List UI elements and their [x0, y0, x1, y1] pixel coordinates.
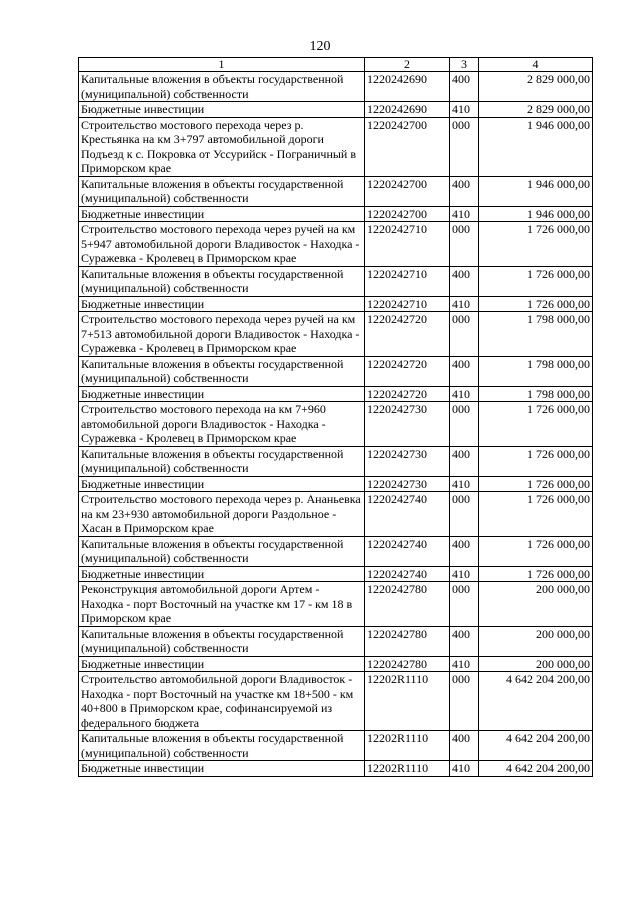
header-col-4: 4: [479, 58, 593, 72]
table-row: [79, 446, 593, 476]
table-row: [79, 266, 593, 296]
row-code-cell: 12202R1110: [365, 731, 450, 761]
row-amount-cell: 1 726 000,00: [479, 566, 593, 582]
table-row: [79, 656, 593, 672]
row-code-cell: 1220242780: [365, 626, 450, 656]
row-code-cell: 1220242700: [365, 176, 450, 206]
table-row: [79, 582, 593, 627]
row-amount-cell: 4 642 204 200,00: [479, 761, 593, 777]
row-vr-cell: 410: [450, 206, 479, 222]
row-amount-cell: 4 642 204 200,00: [479, 731, 593, 761]
row-name-cell: Строительство мостового перехода на км 7+960 автомобильной дороги Владивосток - Находка - Суражевка - Кролевец в Приморском крае: [79, 402, 365, 447]
row-amount-cell: 1 946 000,00: [479, 206, 593, 222]
row-vr-cell: 000: [450, 402, 479, 447]
table-row: [79, 761, 593, 777]
table-row: [79, 386, 593, 402]
row-vr-cell: 000: [450, 312, 479, 357]
row-code-cell: 1220242710: [365, 296, 450, 312]
row-code-cell: 1220242730: [365, 476, 450, 492]
row-vr-cell: 400: [450, 72, 479, 102]
header-col-1: 1: [79, 58, 365, 72]
row-amount-cell: 1 726 000,00: [479, 446, 593, 476]
table-row: [79, 626, 593, 656]
row-name-cell: Бюджетные инвестиции: [79, 206, 365, 222]
row-amount-cell: 1 726 000,00: [479, 492, 593, 537]
row-code-cell: 1220242740: [365, 492, 450, 537]
header-col-2: 2: [365, 58, 450, 72]
row-amount-cell: 200 000,00: [479, 626, 593, 656]
row-name-cell: Бюджетные инвестиции: [79, 102, 365, 118]
row-amount-cell: 1 798 000,00: [479, 312, 593, 357]
row-vr-cell: 400: [450, 536, 479, 566]
row-amount-cell: 1 946 000,00: [479, 117, 593, 176]
row-code-cell: 1220242710: [365, 266, 450, 296]
row-amount-cell: 2 829 000,00: [479, 102, 593, 118]
table-row: [79, 102, 593, 118]
row-name-cell: Строительство мостового перехода через ручей на км 7+513 автомобильной дороги Владивосток - Находка - Суражевка - Кролевец в Приморском крае: [79, 312, 365, 357]
row-name-cell: Капитальные вложения в объекты государственной (муниципальной) собственности: [79, 446, 365, 476]
row-code-cell: 1220242690: [365, 72, 450, 102]
row-amount-cell: 1 946 000,00: [479, 176, 593, 206]
row-name-cell: Реконструкция автомобильной дороги Артем - Находка - порт Восточный на участке км 17 - км 18 в Приморском крае: [79, 582, 365, 627]
row-code-cell: 1220242720: [365, 312, 450, 357]
table-row: [79, 222, 593, 267]
table-row: [79, 206, 593, 222]
row-code-cell: 1220242730: [365, 446, 450, 476]
row-vr-cell: 400: [450, 356, 479, 386]
row-code-cell: 1220242730: [365, 402, 450, 447]
row-name-cell: Строительство автомобильной дороги Владивосток - Находка - порт Восточный на участке км 18+500 - км 40+800 в Приморском крае, софинансируемой из федерального бюджета: [79, 672, 365, 731]
row-code-cell: 1220242700: [365, 206, 450, 222]
row-amount-cell: 1 726 000,00: [479, 266, 593, 296]
table-body: [79, 72, 593, 777]
row-name-cell: Бюджетные инвестиции: [79, 296, 365, 312]
row-vr-cell: 400: [450, 266, 479, 296]
row-name-cell: Бюджетные инвестиции: [79, 386, 365, 402]
table-row: [79, 356, 593, 386]
row-vr-cell: 000: [450, 117, 479, 176]
row-code-cell: 1220242780: [365, 656, 450, 672]
row-name-cell: Строительство мостового перехода через р. Ананьевка на км 23+930 автомобильной дороги Раздольное - Хасан в Приморском крае: [79, 492, 365, 537]
row-code-cell: 1220242700: [365, 117, 450, 176]
row-amount-cell: 1 726 000,00: [479, 296, 593, 312]
row-amount-cell: 1 798 000,00: [479, 356, 593, 386]
row-amount-cell: 200 000,00: [479, 582, 593, 627]
row-amount-cell: 1 726 000,00: [479, 476, 593, 492]
row-name-cell: Капитальные вложения в объекты государственной (муниципальной) собственности: [79, 356, 365, 386]
row-vr-cell: 410: [450, 476, 479, 492]
row-name-cell: Капитальные вложения в объекты государственной (муниципальной) собственности: [79, 731, 365, 761]
row-name-cell: Капитальные вложения в объекты государственной (муниципальной) собственности: [79, 266, 365, 296]
table-row: [79, 536, 593, 566]
row-vr-cell: 000: [450, 582, 479, 627]
row-code-cell: 1220242710: [365, 222, 450, 267]
row-code-cell: 12202R1110: [365, 761, 450, 777]
row-amount-cell: 1 726 000,00: [479, 222, 593, 267]
table-row: [79, 117, 593, 176]
row-vr-cell: 400: [450, 626, 479, 656]
table-row: [79, 402, 593, 447]
table-row: [79, 492, 593, 537]
row-vr-cell: 000: [450, 222, 479, 267]
row-amount-cell: 1 726 000,00: [479, 536, 593, 566]
row-name-cell: Бюджетные инвестиции: [79, 476, 365, 492]
row-vr-cell: 400: [450, 731, 479, 761]
row-name-cell: Капитальные вложения в объекты государственной (муниципальной) собственности: [79, 176, 365, 206]
row-vr-cell: 400: [450, 176, 479, 206]
row-code-cell: 1220242780: [365, 582, 450, 627]
row-amount-cell: 1 798 000,00: [479, 386, 593, 402]
row-name-cell: Строительство мостового перехода через р. Крестьянка на км 3+797 автомобильной дороги Подъезд к с. Покровка от Уссурийск - Пограничный в Приморском крае: [79, 117, 365, 176]
table-row: [79, 312, 593, 357]
table-row: [79, 72, 593, 102]
table-row: [79, 731, 593, 761]
row-name-cell: Капитальные вложения в объекты государственной (муниципальной) собственности: [79, 72, 365, 102]
row-code-cell: 1220242740: [365, 566, 450, 582]
table-row: [79, 476, 593, 492]
row-code-cell: 1220242690: [365, 102, 450, 118]
row-vr-cell: 410: [450, 386, 479, 402]
row-name-cell: Бюджетные инвестиции: [79, 566, 365, 582]
budget-table: [78, 57, 593, 777]
row-code-cell: 12202R1110: [365, 672, 450, 731]
row-vr-cell: 000: [450, 672, 479, 731]
table-row: [79, 566, 593, 582]
row-vr-cell: 410: [450, 656, 479, 672]
row-vr-cell: 410: [450, 102, 479, 118]
table-row: [79, 176, 593, 206]
row-amount-cell: 2 829 000,00: [479, 72, 593, 102]
row-amount-cell: 1 726 000,00: [479, 402, 593, 447]
row-name-cell: Капитальные вложения в объекты государственной (муниципальной) собственности: [79, 536, 365, 566]
row-vr-cell: 000: [450, 492, 479, 537]
row-name-cell: Бюджетные инвестиции: [79, 656, 365, 672]
row-code-cell: 1220242720: [365, 386, 450, 402]
table-row: [79, 672, 593, 731]
row-code-cell: 1220242740: [365, 536, 450, 566]
row-code-cell: 1220242720: [365, 356, 450, 386]
row-name-cell: Бюджетные инвестиции: [79, 761, 365, 777]
row-vr-cell: 410: [450, 566, 479, 582]
row-vr-cell: 400: [450, 446, 479, 476]
row-vr-cell: 410: [450, 296, 479, 312]
row-amount-cell: 200 000,00: [479, 656, 593, 672]
row-name-cell: Строительство мостового перехода через ручей на км 5+947 автомобильной дороги Владивосток - Находка - Суражевка - Кролевец в Приморском крае: [79, 222, 365, 267]
table-header-row: [79, 58, 593, 72]
header-col-3: 3: [450, 58, 479, 72]
row-amount-cell: 4 642 204 200,00: [479, 672, 593, 731]
page-number: 120: [309, 39, 331, 54]
table-row: [79, 296, 593, 312]
row-vr-cell: 410: [450, 761, 479, 777]
row-name-cell: Капитальные вложения в объекты государственной (муниципальной) собственности: [79, 626, 365, 656]
